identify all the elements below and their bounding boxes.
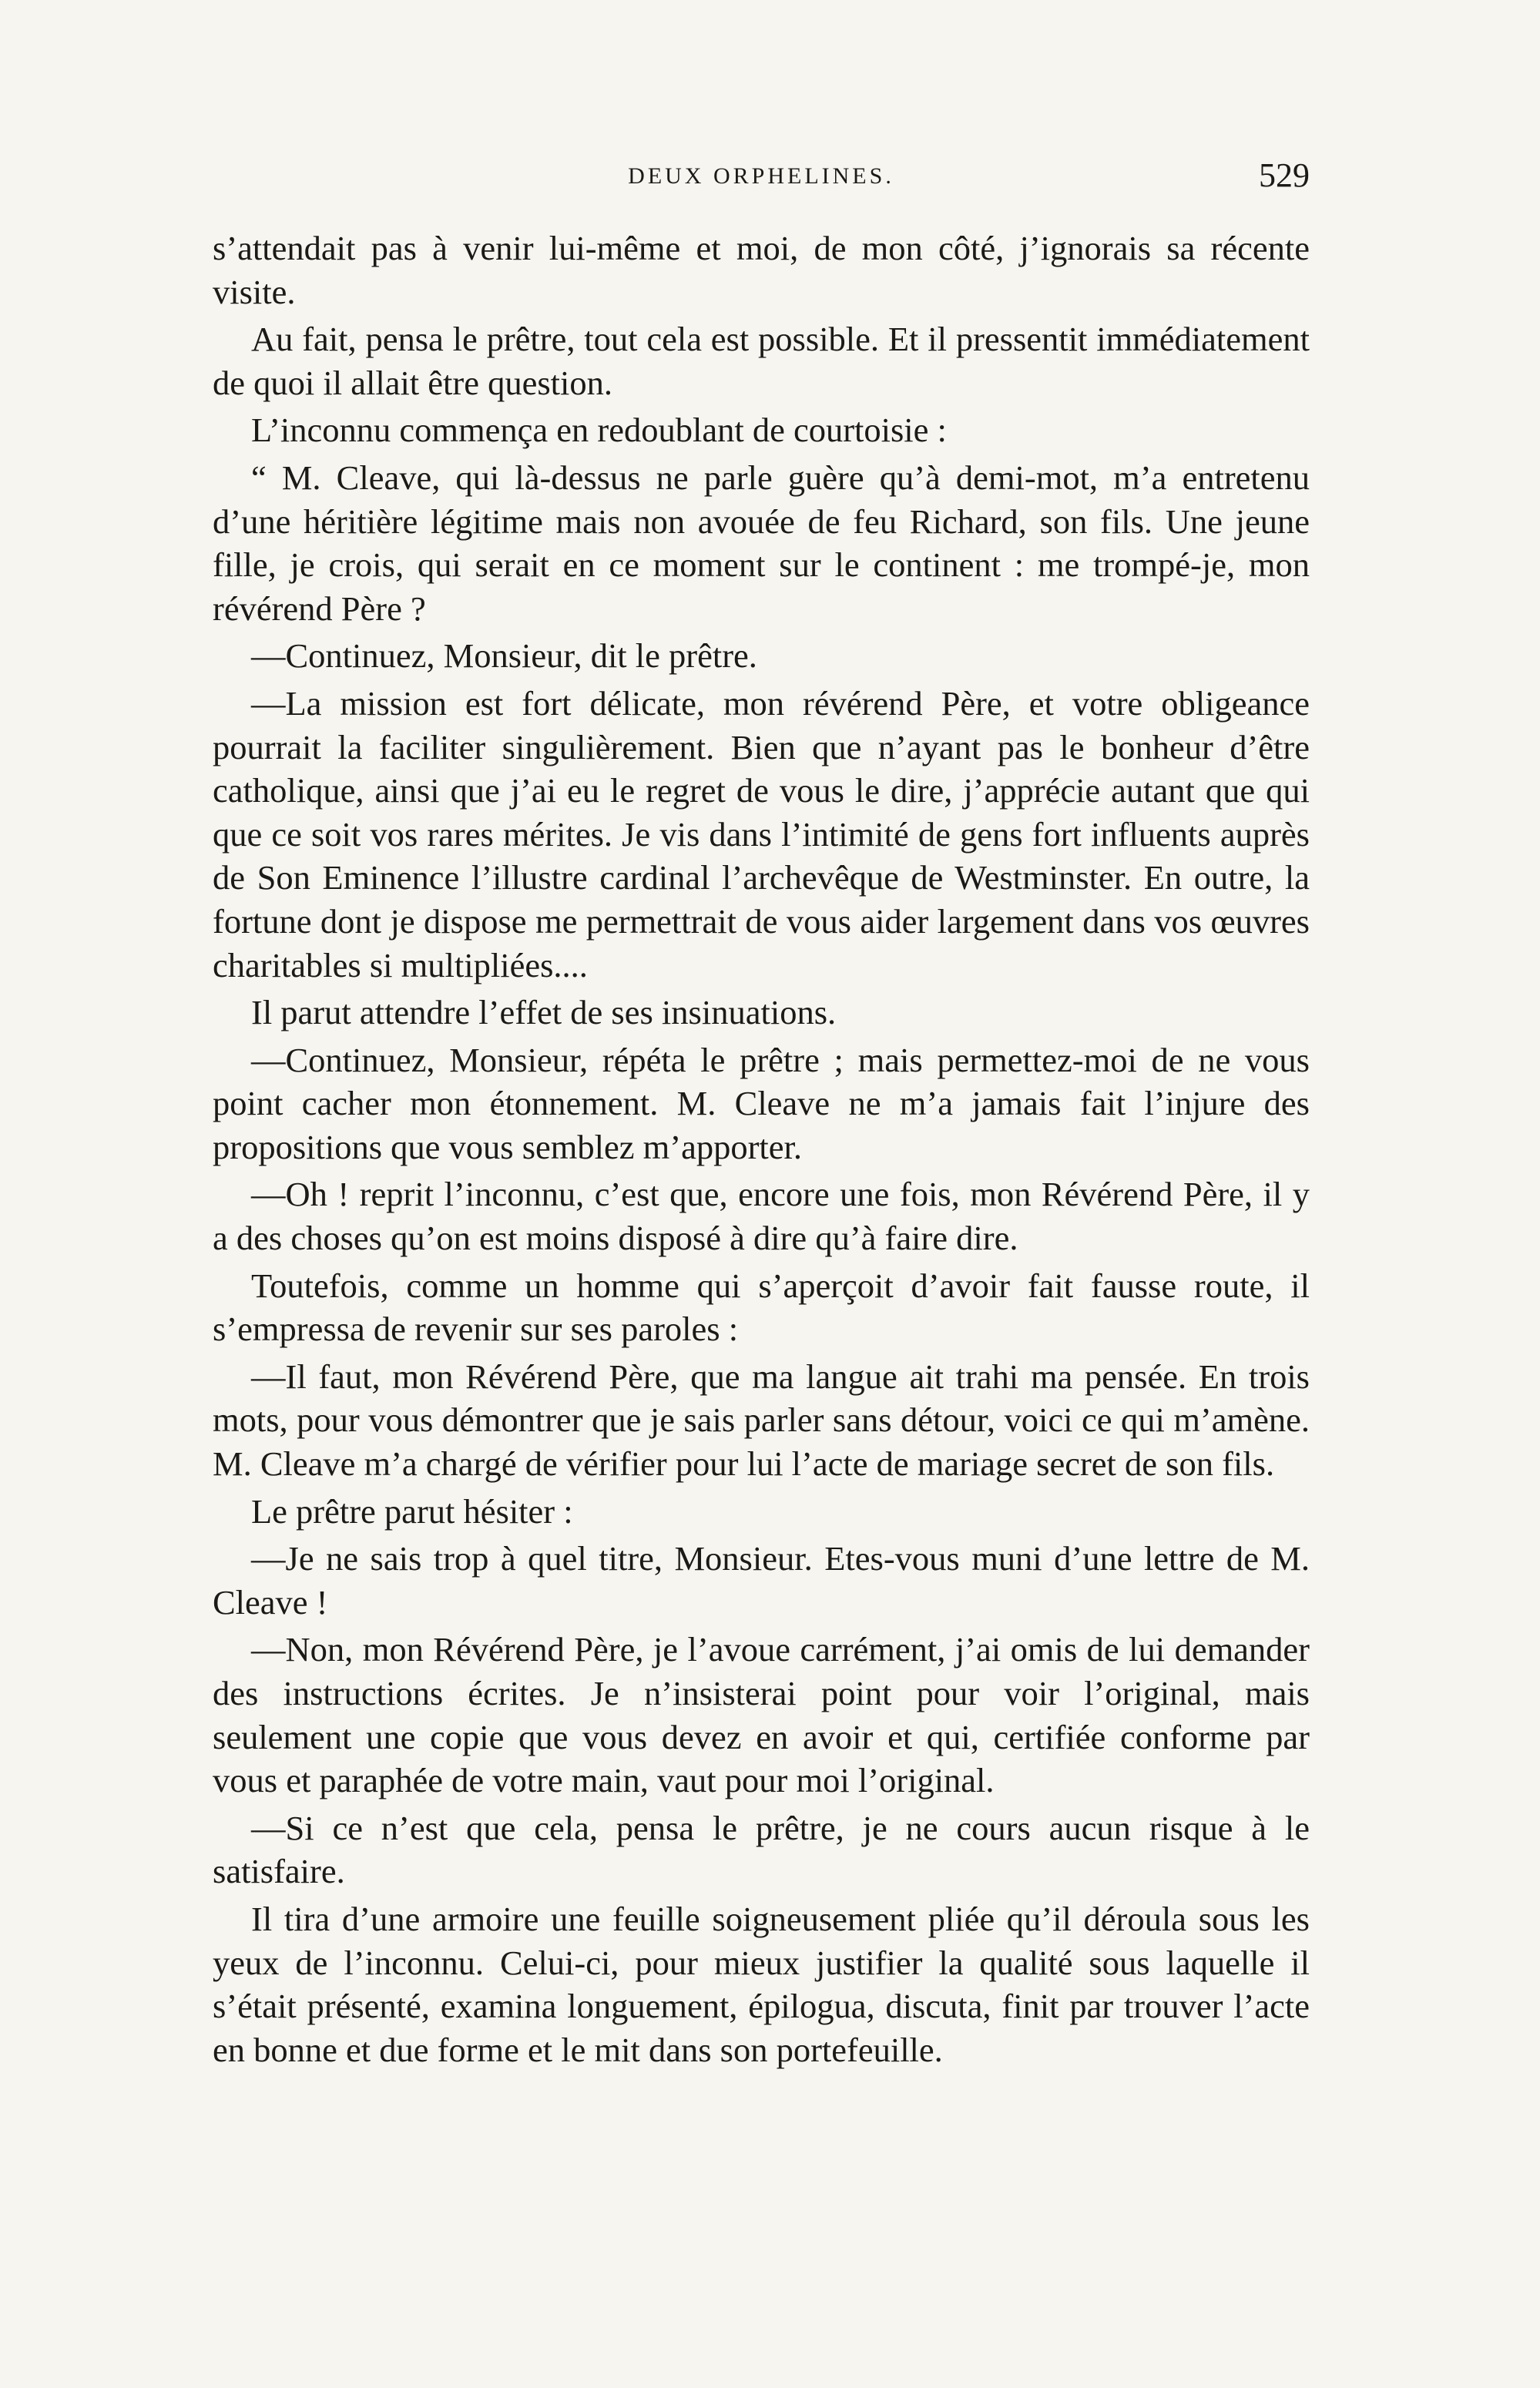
paragraph: —Oh ! reprit l’inconnu, c’est que, encore une fois, mon Révérend Père, il y a des choses qu’on est moins disposé à dire qu’à faire dire. xyxy=(213,1175,1310,1258)
paragraph: “ M. Cleave, qui là-dessus ne parle guère qu’à demi-mot, m’a entretenu d’une héritière légitime mais non avouée de feu Richard, son fils. Une jeune fille, je crois, qui serait en ce moment sur le continent : me trompé-je, mon révérend Père ? xyxy=(213,458,1310,628)
running-title: DEUX ORPHELINES. xyxy=(628,163,894,189)
paragraph: Il parut attendre l’effet de ses insinuations. xyxy=(251,993,837,1032)
paragraph: —Si ce n’est que cela, pensa le prêtre, je ne cours aucun risque à le satisfaire. xyxy=(213,1808,1310,1891)
paragraph: —Il faut, mon Révérend Père, que ma langue ait trahi ma pensée. En trois mots, pour vous démontrer que je sais parler sans détour, voici ce qui m’amène. M. Cleave m’a chargé de vérifier pour lui l’acte de mariage secret de son fils. xyxy=(213,1357,1310,1484)
paragraph: —La mission est fort délicate, mon révérend Père, et votre obligeance pourrait la faciliter singulièrement. Bien que n’ayant pas le bonheur d’être catholique, ainsi que j’ai eu le regret de vous le dire, j’apprécie autant que qui que ce soit vos rares mérites. Je vis dans l’intimité de gens fort influents auprès de Son Eminence l’illustre cardinal l’archevêque de Westminster. En outre, la fortune dont je dispose me permettrait de vous aider largement dans vos œuvres charitables si multipliées.... xyxy=(213,683,1310,984)
paragraph: —Je ne sais trop à quel titre, Monsieur. Etes-vous muni d’une lettre de M. Cleave ! xyxy=(213,1539,1310,1622)
paragraph: Le prêtre parut hésiter : xyxy=(251,1491,573,1531)
paragraph: Il tira d’une armoire une feuille soigneusement pliée qu’il déroula sous les yeux de l’inconnu. Celui-ci, pour mieux justifier la qualité sous laquelle il s’était présenté, examina longuement, épilogua, discuta, finit par trouver l’acte en bonne et due forme et le mit dans son portefeuille. xyxy=(213,1899,1310,2069)
running-head xyxy=(213,153,1310,206)
page-number: 529 xyxy=(1259,156,1310,194)
paragraph: L’inconnu commença en redoublant de courtoisie : xyxy=(251,411,947,450)
paragraph: —Non, mon Révérend Père, je l’avoue carrément, j’ai omis de lui demander des instructions écrites. Je n’insisterai point pour voir l’original, mais seulement une copie que vous devez en avoir et qui, certifiée conforme par vous et paraphée de votre main, vaut pour moi l’original. xyxy=(213,1630,1310,1800)
paragraph: —Continuez, Monsieur, répéta le prêtre ; mais permettez-moi de ne vous point cacher mon étonnement. M. Cleave ne m’a jamais fait l’injure des propositions que vous semblez m’apporter. xyxy=(213,1040,1310,1166)
paragraph: Au fait, pensa le prêtre, tout cela est possible. Et il pressentit immédiatement de quoi il allait être question. xyxy=(213,320,1310,402)
paragraph: Toutefois, comme un homme qui s’aperçoit d’avoir fait fausse route, il s’empressa de revenir sur ses paroles : xyxy=(213,1266,1310,1349)
body-text xyxy=(213,226,1310,2071)
book-page xyxy=(213,153,1310,2075)
paragraph: s’attendait pas à venir lui-même et moi, de mon côté, j’ignorais sa récente visite. xyxy=(213,229,1310,311)
paragraph: —Continuez, Monsieur, dit le prêtre. xyxy=(251,636,757,676)
